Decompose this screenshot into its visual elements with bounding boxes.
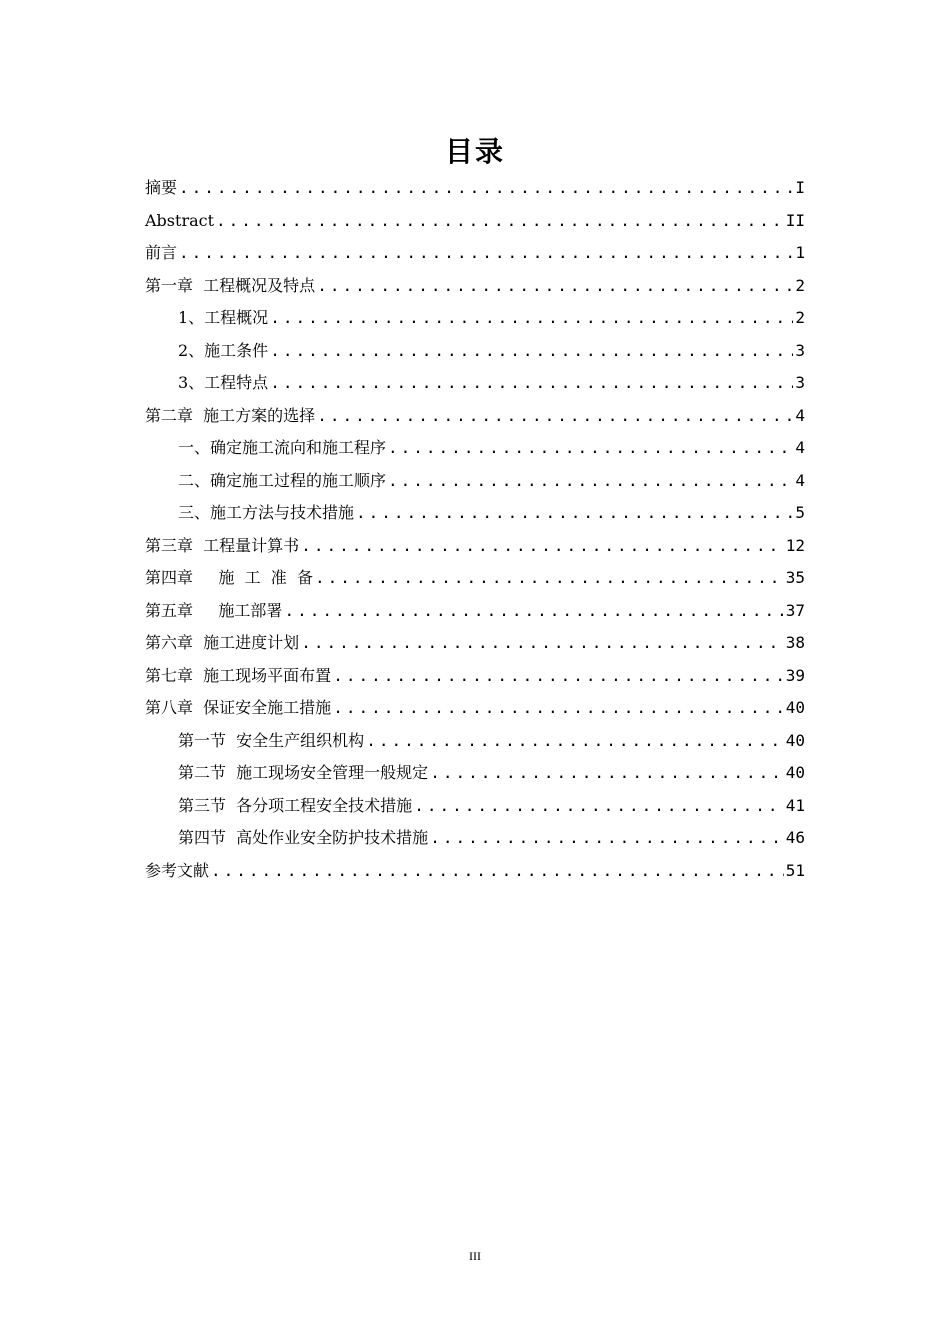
toc-dot-leader bbox=[317, 400, 793, 433]
toc-entry-label: 2、施工条件 bbox=[178, 340, 269, 360]
toc-dot-leader bbox=[211, 855, 784, 888]
toc-entry-label: 一、确定施工流向和施工程序 bbox=[178, 438, 387, 457]
toc-entry[interactable] bbox=[145, 237, 805, 270]
toc-entry-label: 第一章 工程概况及特点 bbox=[145, 275, 316, 295]
toc-entry[interactable] bbox=[145, 205, 805, 238]
toc-entry-page-number: II bbox=[785, 210, 805, 230]
toc-entry-page-number: 37 bbox=[785, 600, 805, 620]
toc-dot-leader bbox=[216, 205, 784, 238]
toc-entry-page-number: 3 bbox=[795, 340, 805, 360]
toc-entry-page-number: 2 bbox=[795, 275, 805, 295]
toc-entry-page-number: 39 bbox=[785, 665, 805, 685]
toc-entry[interactable] bbox=[145, 172, 805, 205]
toc-entry[interactable] bbox=[145, 562, 805, 595]
toc-entry[interactable] bbox=[145, 335, 805, 368]
toc-entry[interactable] bbox=[145, 302, 805, 335]
toc-dot-leader bbox=[270, 367, 793, 400]
toc-entry-label: 第四章 施 工 准 备 bbox=[145, 568, 313, 587]
toc-entry-label: 第一节 安全生产组织机构 bbox=[178, 730, 365, 750]
toc-dot-leader bbox=[366, 725, 784, 758]
toc-entry-label: 3、工程特点 bbox=[178, 373, 269, 392]
toc-title: 目录 bbox=[444, 135, 505, 168]
toc-dot-leader bbox=[388, 432, 793, 465]
toc-entry[interactable] bbox=[145, 465, 805, 498]
toc-entry-page-number: 3 bbox=[795, 373, 805, 392]
toc-entry-label: 第四节 高处作业安全防护技术措施 bbox=[178, 828, 429, 847]
toc-entry-page-number: 46 bbox=[785, 828, 805, 847]
toc-entry[interactable] bbox=[145, 432, 805, 465]
toc-entry[interactable] bbox=[145, 270, 805, 303]
toc-entry-page-number: 4 bbox=[795, 438, 805, 457]
toc-entry-label: 二、确定施工过程的施工顺序 bbox=[178, 470, 387, 490]
toc-entry-page-number: 41 bbox=[785, 795, 805, 815]
toc-entry[interactable] bbox=[145, 530, 805, 563]
toc-entry[interactable] bbox=[145, 790, 805, 823]
toc-dot-leader bbox=[284, 595, 783, 628]
toc-entry-page-number: I bbox=[795, 178, 805, 197]
toc-entry-label: 摘要 bbox=[145, 178, 178, 197]
toc-entry-label: 第五章 施工部署 bbox=[145, 600, 283, 620]
toc-entry-label: 第三章 工程量计算书 bbox=[145, 535, 300, 555]
page-number: III bbox=[469, 1249, 481, 1263]
toc-dot-leader bbox=[179, 172, 793, 205]
toc-dot-leader bbox=[356, 497, 793, 530]
toc-entry[interactable] bbox=[145, 627, 805, 660]
toc-dot-leader bbox=[388, 465, 793, 498]
toc-entry-page-number: 40 bbox=[785, 730, 805, 750]
toc-entry-page-number: 2 bbox=[795, 308, 805, 327]
toc-entry-page-number: 4 bbox=[795, 470, 805, 490]
toc-entry-page-number: 4 bbox=[795, 405, 805, 425]
toc-entry[interactable] bbox=[145, 595, 805, 628]
toc-dot-leader bbox=[430, 757, 784, 790]
toc-entry-label: 前言 bbox=[145, 243, 178, 262]
toc-entry-label: 第八章 保证安全施工措施 bbox=[145, 698, 332, 717]
toc-dot-leader bbox=[414, 790, 784, 823]
toc-dot-leader bbox=[270, 302, 793, 335]
toc-entry-page-number: 1 bbox=[795, 243, 805, 262]
toc-entry-label: 1、工程概况 bbox=[178, 308, 269, 327]
toc-list bbox=[145, 172, 805, 887]
toc-entry[interactable] bbox=[145, 692, 805, 725]
toc-dot-leader bbox=[317, 270, 793, 303]
toc-entry[interactable] bbox=[145, 757, 805, 790]
toc-entry[interactable] bbox=[145, 400, 805, 433]
toc-entry[interactable] bbox=[145, 822, 805, 855]
toc-dot-leader bbox=[301, 530, 784, 563]
toc-entry[interactable] bbox=[145, 497, 805, 530]
toc-entry[interactable] bbox=[145, 660, 805, 693]
toc-entry-label: 第三节 各分项工程安全技术措施 bbox=[178, 795, 413, 815]
toc-entry-page-number: 35 bbox=[785, 568, 805, 587]
toc-dot-leader bbox=[179, 237, 793, 270]
toc-dot-leader bbox=[333, 692, 784, 725]
toc-entry-label: 三、施工方法与技术措施 bbox=[178, 503, 355, 522]
toc-entry-page-number: 40 bbox=[785, 763, 805, 782]
toc-entry-label: 第六章 施工进度计划 bbox=[145, 633, 300, 652]
toc-entry[interactable] bbox=[145, 725, 805, 758]
toc-entry-page-number: 38 bbox=[785, 633, 805, 652]
toc-dot-leader bbox=[430, 822, 784, 855]
toc-entry[interactable] bbox=[145, 367, 805, 400]
toc-entry-label: 第二节 施工现场安全管理一般规定 bbox=[178, 763, 429, 782]
toc-entry[interactable] bbox=[145, 855, 805, 888]
toc-dot-leader bbox=[315, 562, 784, 595]
toc-entry-page-number: 40 bbox=[785, 698, 805, 717]
toc-entry-page-number: 51 bbox=[785, 860, 805, 880]
toc-entry-page-number: 5 bbox=[795, 503, 805, 522]
toc-entry-label: 第七章 施工现场平面布置 bbox=[145, 665, 332, 685]
toc-dot-leader bbox=[301, 627, 784, 660]
toc-dot-leader bbox=[333, 660, 784, 693]
toc-dot-leader bbox=[270, 335, 793, 368]
toc-entry-label: 第二章 施工方案的选择 bbox=[145, 405, 316, 425]
toc-entry-label: 参考文献 bbox=[145, 860, 210, 880]
toc-entry-page-number: 12 bbox=[785, 535, 805, 555]
toc-entry-label: Abstract bbox=[145, 210, 215, 230]
